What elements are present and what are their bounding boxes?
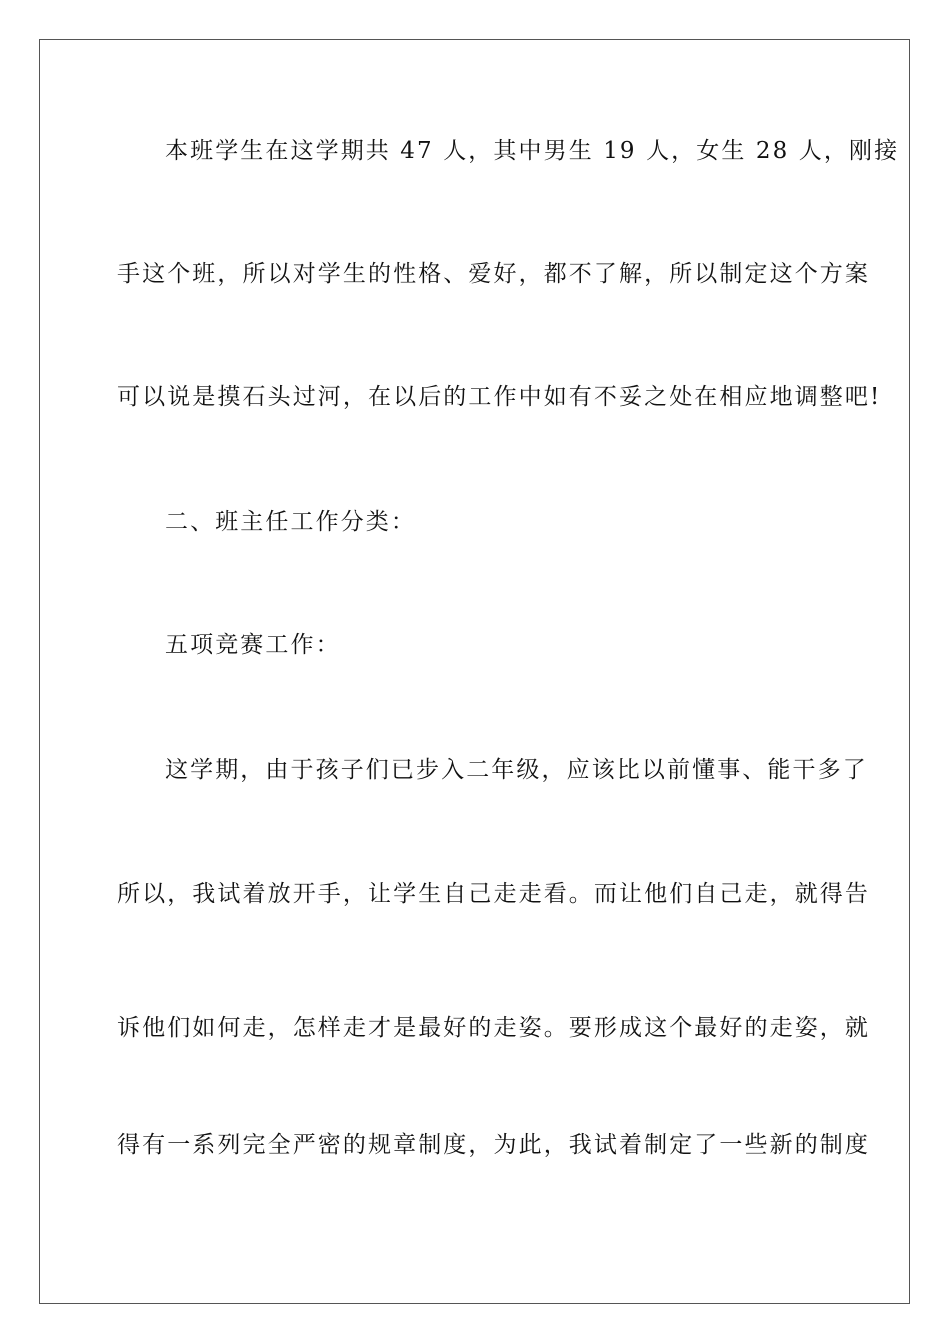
paragraph-line-6: 诉他们如何走，怎样走才是最好的走姿。要形成这个最好的走姿，就 [117, 1015, 870, 1041]
subsection-heading: 五项竞赛工作： [165, 632, 341, 658]
paragraph-line-1: 本班学生在这学期共 47 人，其中男生 19 人，女生 28 人，刚接 [165, 138, 900, 164]
paragraph-line-5: 所以，我试着放开手，让学生自己走走看。而让他们自己走，就得告 [117, 881, 870, 907]
paragraph-line-3: 可以说是摸石头过河，在以后的工作中如有不妥之处在相应地调整吧! [117, 384, 882, 410]
page-border [39, 39, 910, 1304]
section-heading: 二、班主任工作分类： [165, 509, 416, 535]
paragraph-line-7: 得有一系列完全严密的规章制度，为此，我试着制定了一些新的制度 [117, 1132, 870, 1158]
paragraph-line-2: 手这个班，所以对学生的性格、爱好，都不了解，所以制定这个方案 [117, 261, 870, 287]
paragraph-line-4: 这学期，由于孩子们已步入二年级，应该比以前懂事、能干多了 [165, 757, 868, 783]
